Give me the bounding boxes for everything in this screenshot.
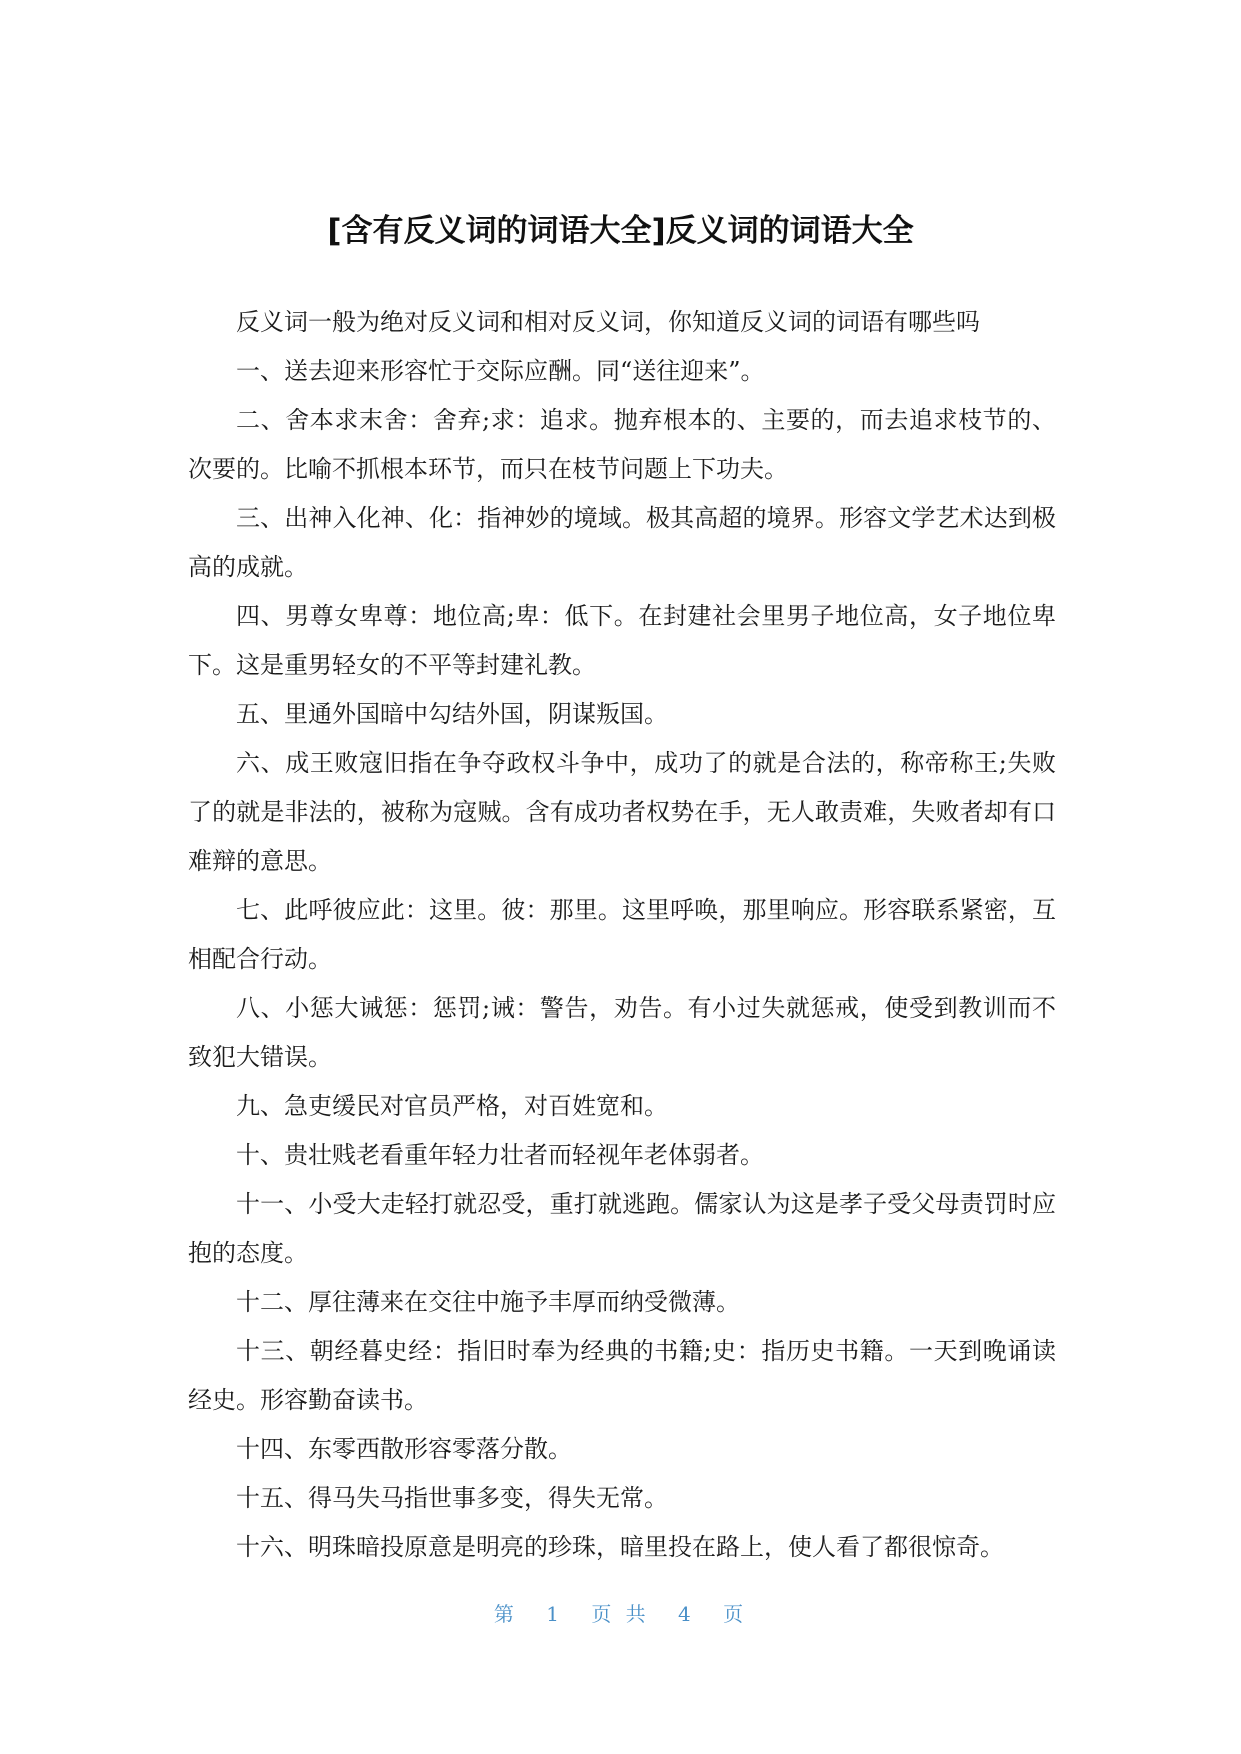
paragraph-item-8: 八、小惩大诫惩：惩罚;诫：警告，劝告。有小过失就惩戒，使受到教训而不致犯大错误。 bbox=[188, 994, 1056, 1071]
footer-prefix: 第 bbox=[493, 1602, 518, 1626]
footer-current-page: 1 bbox=[546, 1602, 563, 1626]
footer-middle: 页 共 bbox=[591, 1602, 650, 1626]
paragraph-item-9: 九、急吏缓民对官员严格，对百姓宽和。 bbox=[236, 1092, 668, 1120]
paragraph-item-14: 十四、东零西散形容零落分散。 bbox=[236, 1435, 572, 1463]
paragraph-item-3: 三、出神入化神、化：指神妙的境域。极其高超的境界。形容文学艺术达到极高的成就。 bbox=[188, 504, 1056, 581]
paragraph-item-1: 一、送去迎来形容忙于交际应酬。同“送往迎来”。 bbox=[236, 357, 765, 385]
paragraph-intro: 反义词一般为绝对反义词和相对反义词，你知道反义词的词语有哪些吗 bbox=[236, 308, 980, 336]
page-number-footer bbox=[0, 1600, 1241, 1628]
paragraph-item-15: 十五、得马失马指世事多变，得失无常。 bbox=[236, 1484, 668, 1512]
paragraph-item-2: 二、舍本求末舍：舍弃;求：追求。抛弃根本的、主要的，而去追求枝节的、次要的。比喻不抓根本环节，而只在枝节问题上下功夫。 bbox=[188, 406, 1056, 483]
paragraph-item-4: 四、男尊女卑尊：地位高;卑：低下。在封建社会里男子地位高，女子地位卑下。这是重男轻女的不平等封建礼教。 bbox=[188, 602, 1056, 679]
paragraph-item-11: 十一、小受大走轻打就忍受，重打就逃跑。儒家认为这是孝子受父母责罚时应抱的态度。 bbox=[188, 1190, 1056, 1267]
paragraph-item-13: 十三、朝经暮史经：指旧时奉为经典的书籍;史：指历史书籍。一天到晚诵读经史。形容勤奋读书。 bbox=[188, 1337, 1056, 1414]
paragraph-item-10: 十、贵壮贱老看重年轻力壮者而轻视年老体弱者。 bbox=[236, 1141, 764, 1169]
paragraph-item-5: 五、里通外国暗中勾结外国，阴谋叛国。 bbox=[236, 700, 668, 728]
footer-suffix: 页 bbox=[723, 1602, 748, 1626]
paragraph-item-7: 七、此呼彼应此：这里。彼：那里。这里呼唤，那里响应。形容联系紧密，互相配合行动。 bbox=[188, 896, 1056, 973]
footer-total-pages: 4 bbox=[678, 1602, 695, 1626]
paragraph-item-6: 六、成王败寇旧指在争夺政权斗争中，成功了的就是合法的，称帝称王;失败了的就是非法的，被称为寇贼。含有成功者权势在手，无人敢责难，失败者却有口难辩的意思。 bbox=[188, 749, 1056, 875]
paragraph-item-16: 十六、明珠暗投原意是明亮的珍珠，暗里投在路上，使人看了都很惊奇。 bbox=[236, 1533, 1004, 1561]
page-title: [含有反义词的词语大全]反义词的词语大全 bbox=[327, 212, 914, 249]
document-body bbox=[188, 298, 1056, 1572]
paragraph-item-12: 十二、厚往薄来在交往中施予丰厚而纳受微薄。 bbox=[236, 1288, 740, 1316]
